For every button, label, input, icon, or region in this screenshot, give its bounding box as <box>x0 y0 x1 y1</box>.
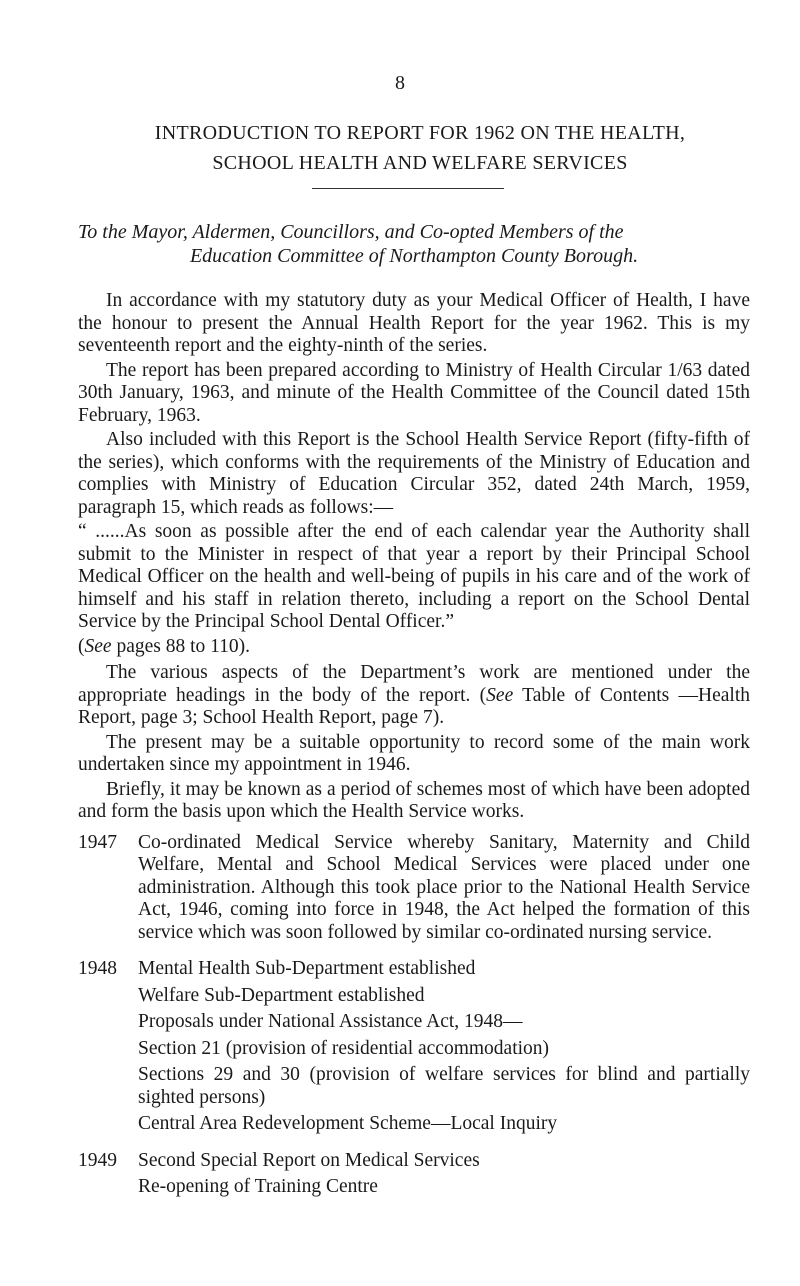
chronology-items <box>138 832 750 949</box>
salutation <box>78 220 750 268</box>
report-title <box>80 118 760 178</box>
paragraph-schemes: Briefly, it may be known as a period of schemes most of which have been adopted and form the basis upon which the Health Service works. <box>78 778 750 822</box>
salutation-line-1: To the Mayor, Aldermen, Councillors, and Co-opted Members of the <box>78 221 624 243</box>
chronology-item: Section 21 (provision of residential accommodation) <box>138 1037 550 1059</box>
aspects-see: See <box>486 684 514 706</box>
paragraph-school-health-report: Also included with this Report is the School Health Service Report (fifty-fifth of the series), which conforms with the requirements of the Ministry of Education and complies with Ministry of Education Circular 352, dated 24th March, 1959, paragraph 15, which reads as follows:— <box>78 429 750 518</box>
chronology-item: Second Special Report on Medical Services <box>138 1149 480 1171</box>
salutation-line-2: Education Committee of Northampton County Borough. <box>189 245 639 267</box>
chronology-items <box>138 1150 750 1203</box>
chronology-item: Re-opening of Training Centre <box>138 1176 378 1197</box>
paragraph-department-aspects <box>78 662 750 730</box>
paragraph-opportunity: The present may be a suitable opportunity to record some of the main work undertaken since my appointment in 1946. <box>78 731 750 775</box>
page-number: 8 <box>395 72 405 94</box>
chronology-entry-1948 <box>78 958 750 1140</box>
report-title-line-2: SCHOOL HEALTH AND WELFARE SERVICES <box>212 152 628 174</box>
see-pages-rest: pages 88 to 110). <box>111 635 251 657</box>
chronology-item: Welfare Sub-Department established <box>138 984 425 1006</box>
chronology-item: Co-ordinated Medical Service whereby Sanitary, Maternity and Child Welfare, Mental and School Medical Services were placed under one administration. Although this took place prior to the National Health Service Act, 1946, coming into force in 1948, the Act helped the formation of this service which was soon followed by similar co-ordinated nursing service. <box>138 831 750 943</box>
chronology-entry-1947 <box>78 832 750 949</box>
report-body <box>78 290 750 1213</box>
chronology-year: 1949 <box>78 1149 117 1171</box>
paragraph-circular: The report has been prepared according to Ministry of Health Circular 1/63 dated 30th January, 1963, and minute of the Health Committee of the Council dated 15th February, 1963. <box>78 359 750 426</box>
chronology-items <box>138 958 750 1140</box>
aspects-text-a: The various aspects of the Department’s work are mentioned under the appropriate headings in the body of the report. ( <box>78 662 750 706</box>
title-divider <box>312 188 504 189</box>
report-title-line-1: INTRODUCTION TO REPORT FOR 1962 ON THE HEALTH, <box>154 122 686 144</box>
chronology-item: Sections 29 and 30 (provision of welfare services for blind and partially sighted persons) <box>138 1064 750 1108</box>
chronology-item: Proposals under National Assistance Act, 1948— <box>138 1011 523 1032</box>
chronology <box>78 832 750 1203</box>
see-pages-reference: (See pages 88 to 110). <box>78 635 251 657</box>
chronology-item: Mental Health Sub-Department established <box>138 958 476 979</box>
chronology-entry-1949 <box>78 1150 750 1203</box>
chronology-year: 1947 <box>78 831 117 853</box>
chronology-item: Central Area Redevelopment Scheme—Local Inquiry <box>138 1113 558 1134</box>
aspects-text-b: Table of Contents —Health Report, page 3; School Health Report, page 7). <box>78 684 751 728</box>
see-pages-see: See <box>84 635 112 657</box>
circular-quotation: “ ......As soon as possible after the end of each calendar year the Authority shall submit to the Minister in respect of that year a report by their Principal School Medical Officer on the health and well-being of pupils in his care and of the work of himself and his staff in relation thereto, including a report on the School Dental Service by the Principal School Dental Officer.” <box>78 521 750 632</box>
paragraph-statutory-duty: In accordance with my statutory duty as your Medical Officer of Health, I have the honour to present the Annual Health Report for the year 1962. This is my seventeenth report and the eighty-ninth of the series. <box>78 290 750 356</box>
chronology-year: 1948 <box>78 958 117 979</box>
